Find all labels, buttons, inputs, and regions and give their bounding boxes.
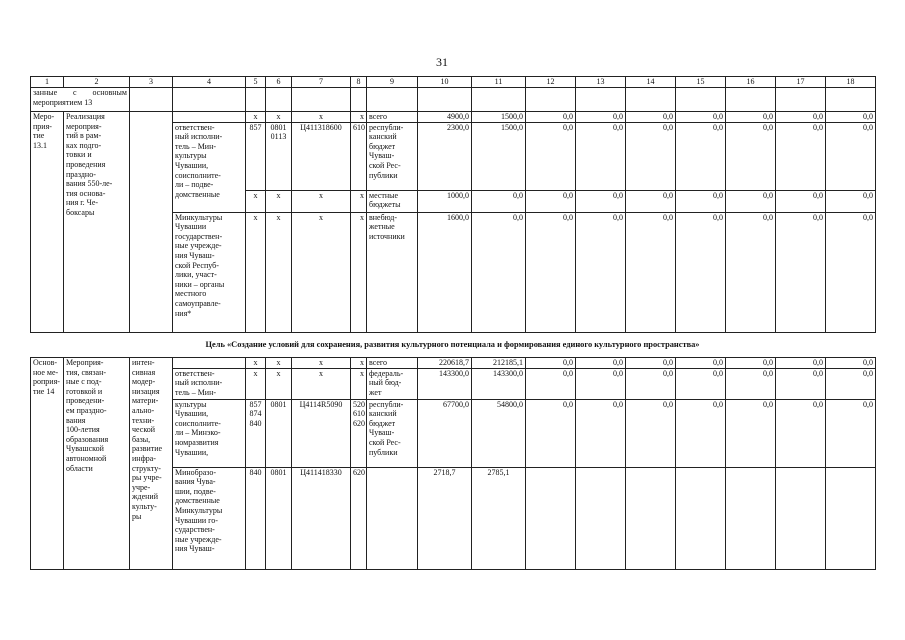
cell-value: 0,0 [576,122,626,190]
header-cell: 5 [246,77,266,88]
cell-value: 0,0 [826,112,876,123]
cell-source: всего [367,358,418,369]
cell-value: 0,0 [826,212,876,332]
cell-value: 0,0 [776,212,826,332]
cell-vr: х [351,368,367,399]
cell-value: 0,0 [826,190,876,212]
cell-csr: х [292,358,351,369]
cell-gr: х [246,368,266,399]
cell-value: 0,0 [826,122,876,190]
cell-value: 0,0 [472,212,526,332]
cell-vr: х [351,212,367,332]
cell-value: 0,0 [726,368,776,399]
page-number: 31 [436,55,448,69]
cell-value: 0,0 [776,358,826,369]
cell-csr: х [292,212,351,332]
cell-value: 1500,0 [472,112,526,123]
cell-csr: Ц4114R5090 [292,399,351,467]
cell-value: 0,0 [576,368,626,399]
cell-value: 0,0 [626,190,676,212]
header-cell: 15 [676,77,726,88]
budget-table-bottom [30,357,876,570]
cell-value: 67700,0 [418,399,472,467]
goal-heading: Цель «Создание условий для сохранения, развития культурного потенциала и формирования единого культурного пространства» [205,340,700,349]
cell-value: 0,0 [676,112,726,123]
budget-table-top [30,76,876,333]
cell-value: 0,0 [576,399,626,467]
cell-value: 0,0 [676,212,726,332]
measure-label: Основ- ное ме- роприя- тие 14 [31,358,64,570]
cell-value: 0,0 [676,399,726,467]
cell-source: всего [367,112,418,123]
cell-value [526,467,576,569]
cell-value: 54800,0 [472,399,526,467]
cell-value: 212185,1 [472,358,526,369]
cell-value: 0,0 [726,212,776,332]
measure-goal-cell [130,112,173,333]
header-cell: 18 [826,77,876,88]
cell-value: 0,0 [826,358,876,369]
cell-csr: Ц411418330 [292,467,351,569]
executor-text: культуры Чувашии, соисполните- ли – Минэко- номразвития Чувашии, [173,399,246,467]
cell-value: 0,0 [776,368,826,399]
cell-value: 0,0 [676,190,726,212]
header-cell: 12 [526,77,576,88]
header-cell: 14 [626,77,676,88]
cell-value [576,467,626,569]
cell-value: 0,0 [726,399,776,467]
cell-rz: х [266,368,292,399]
cell-source [367,467,418,569]
cell-csr: Ц411318600 [292,122,351,190]
cell-gr: х [246,190,266,212]
cell-value: 1600,0 [418,212,472,332]
cell-value: 0,0 [626,399,676,467]
cell-value: 0,0 [526,112,576,123]
cell-rz: х [266,112,292,123]
header-cell: 1 [31,77,64,88]
cell-csr: х [292,190,351,212]
cell-value: 0,0 [576,112,626,123]
cell-value: 2785,1 [472,467,526,569]
header-cell: 7 [292,77,351,88]
header-row [31,77,876,88]
cell-value: 0,0 [576,358,626,369]
measure-label: Меро- прия- тие 13.1 [31,112,64,333]
cell-value: 0,0 [776,399,826,467]
cell-value: 143300,0 [418,368,472,399]
cell-value: 0,0 [526,368,576,399]
cell-value: 0,0 [526,122,576,190]
executor-cell [173,112,246,123]
header-cell: 13 [576,77,626,88]
cell-rz: х [266,212,292,332]
cell-value: 0,0 [526,190,576,212]
cell-gr: х [246,212,266,332]
cell-value: 0,0 [826,399,876,467]
cell-value: 143300,0 [472,368,526,399]
cell-value: 0,0 [576,212,626,332]
cell-value [826,467,876,569]
cell-value: 0,0 [676,368,726,399]
measure-name: Мероприя- тия, связан- ные с под- готовкой и проведени- ем праздно- вания 100-летия образования Чувашской автономной области [64,358,130,570]
cell-source: местные бюджеты [367,190,418,212]
cell-vr: х [351,190,367,212]
carry-over-text: занные с основным мероприятием 13 [31,88,130,112]
cell-source: федераль- ный бюд- жет [367,368,418,399]
cell-csr: х [292,368,351,399]
cell-value [676,467,726,569]
cell-rz: х [266,358,292,369]
measure-name: Реализация мероприя- тий в рам- ках подго- товки и проведения праздно- вания 550-ле- тия основа- ния г. Че- боксары [64,112,130,333]
cell-value [776,467,826,569]
cell-vr: 610 [351,122,367,190]
cell-csr: х [292,112,351,123]
cell-value: 220618,7 [418,358,472,369]
header-cell: 9 [367,77,418,88]
executor-text: ответствен- ный исполни- тель – Мин- культуры Чувашии, соисполните- ли – подве- домственные [173,122,246,212]
cell-value [626,467,676,569]
cell-gr: х [246,358,266,369]
cell-vr: х [351,358,367,369]
header-cell: 8 [351,77,367,88]
cell-rz: 0801 [266,399,292,467]
cell-rz: х [266,190,292,212]
cell-value: 0,0 [776,190,826,212]
cell-value: 1500,0 [472,122,526,190]
cell-gr: 857 874 840 [246,399,266,467]
cell-vr: 520 610 620 [351,399,367,467]
cell-value: 0,0 [526,399,576,467]
executor-text: ответствен- ный исполни- тель – Мин- [173,368,246,399]
cell-source: республи- канский бюджет Чуваш- ской Рес- публики [367,122,418,190]
executor-cell [173,358,246,369]
cell-value: 2718,7 [418,467,472,569]
measure-goal: интен- сивная модер- низация матери- ально- техни- ческой базы, развитие инфра- структу- ры учре- учре- ждений культу- ры [130,358,173,570]
cell-value: 0,0 [626,358,676,369]
cell-value: 0,0 [726,112,776,123]
cell-value: 0,0 [676,122,726,190]
cell-vr: х [351,112,367,123]
cell-value: 0,0 [626,368,676,399]
cell-vr: 620 [351,467,367,569]
cell-value: 0,0 [726,122,776,190]
cell-value: 0,0 [676,358,726,369]
table-row [31,112,876,123]
cell-source: республи- канский бюджет Чуваш- ской Рес- публики [367,399,418,467]
cell-gr: 840 [246,467,266,569]
cell-value: 0,0 [526,212,576,332]
header-cell: 16 [726,77,776,88]
cell-rz: 0801 [266,467,292,569]
cell-gr: 857 [246,122,266,190]
cell-source: внебюд- жетные источники [367,212,418,332]
cell-value: 0,0 [726,190,776,212]
cell-rz: 0801 0113 [266,122,292,190]
cell-value: 2300,0 [418,122,472,190]
cell-value [726,467,776,569]
header-cell: 4 [173,77,246,88]
carry-over-row [31,88,876,112]
cell-value: 0,0 [576,190,626,212]
cell-value: 1000,0 [418,190,472,212]
header-cell: 2 [64,77,130,88]
executor-text: Минкультуры Чувашии государствен- ные учрежде- ния Чуваш- ской Респуб- лики, участ- ники – органы местного самоуправле- ния* [173,212,246,332]
cell-value: 0,0 [826,368,876,399]
cell-value: 0,0 [526,358,576,369]
cell-value: 0,0 [776,112,826,123]
executor-text: Минобразо- вания Чува- шии, подве- домственные Минкультуры Чувашии го- сударствен- ные учрежде- ния Чуваш- [173,467,246,569]
cell-value: 4900,0 [418,112,472,123]
header-cell: 6 [266,77,292,88]
header-cell: 10 [418,77,472,88]
cell-value: 0,0 [626,212,676,332]
header-cell: 11 [472,77,526,88]
cell-value: 0,0 [472,190,526,212]
header-cell: 3 [130,77,173,88]
table-row [31,358,876,369]
cell-value: 0,0 [626,122,676,190]
cell-value: 0,0 [626,112,676,123]
header-cell: 17 [776,77,826,88]
cell-gr: х [246,112,266,123]
cell-value: 0,0 [726,358,776,369]
cell-value: 0,0 [776,122,826,190]
table-bottom-line [30,569,875,570]
